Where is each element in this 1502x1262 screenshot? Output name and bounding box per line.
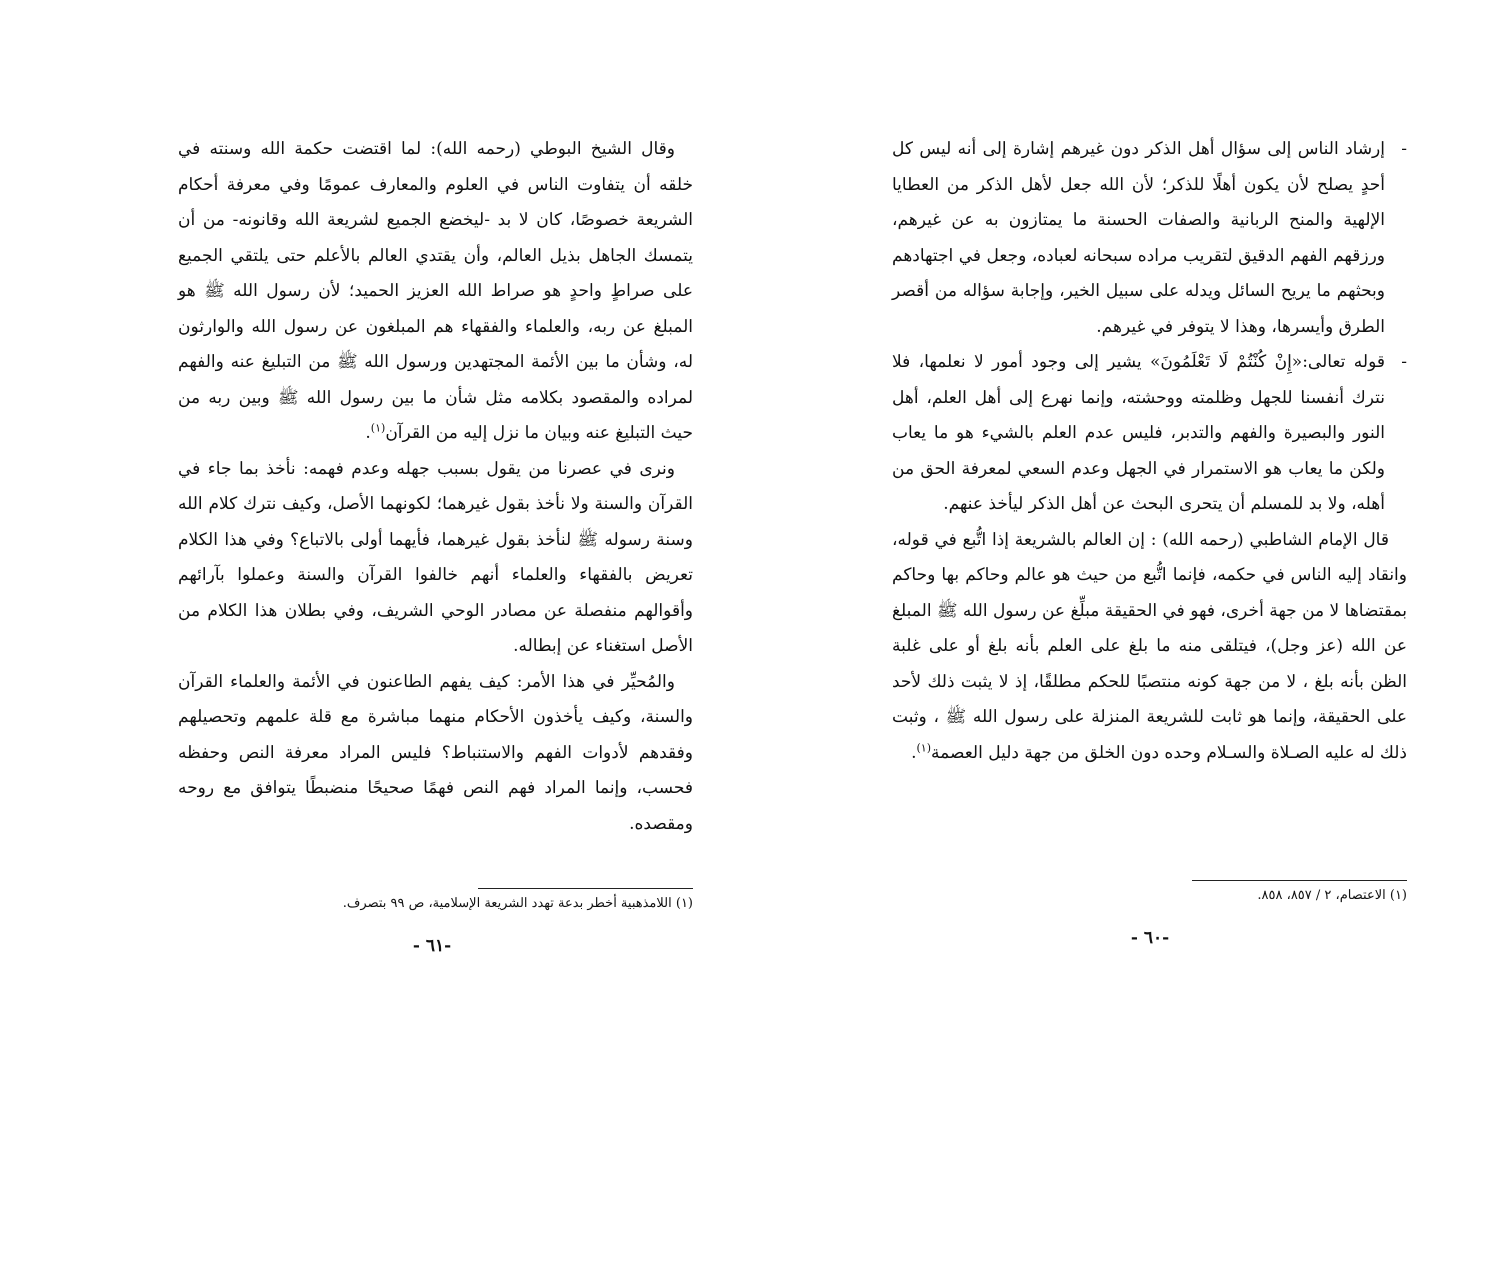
left-paragraph-1-text: وقال الشيخ البوطي (رحمه الله): لما اقتضت حكمة الله وسنته في خلقه أن يتفاوت الناس في العلوم والمعارف عمومًا وفي معرفة أحكام الشريعة خصوصًا، كان لا بد -ليخضع الجميع لشريعة الله وقانونه- من أن يتمسك الجاهل بذيل العالم، وأن يقتدي العالم بالأعلم حتى يلتقي الجميع على صراطٍ واحدٍ هو صراط الله العزيز الحميد؛ لأن رسول الله ﷺ هو المبلغ عن ربه، والعلماء والفقهاء هم المبلغون عن رسول الله والوارثون له، وشأن ما بين الأئمة المجتهدين ورسول الله ﷺ من التبليغ عنه والفهم لمراده والمقصود بكلامه مثل شأن ما بين رسول الله ﷺ وبين ربه من حيث التبليغ عنه وبيان ما نزل إليه من القرآن	[178, 139, 693, 443]
right-footnotes	[892, 880, 1407, 907]
right-page-number: -٦٠ -	[1130, 928, 1170, 948]
right-footnote-rule	[1192, 880, 1407, 881]
left-page-body	[178, 132, 693, 842]
left-page-number: -٦١ -	[412, 936, 452, 956]
right-bullet-2	[892, 345, 1407, 523]
left-footnote-rule	[478, 888, 693, 889]
bullet-dash: -	[1401, 352, 1407, 372]
left-paragraph-3: والمُحيِّر في هذا الأمر: كيف يفهم الطاعنون في الأئمة والعلماء القرآن والسنة، وكيف يأخذون الأحكام منهما مباشرة مع قلة علمهم وتحصيلهم وفقدهم لأدوات الفهم والاستنباط؟ فليس المراد معرفة النص وحفظه فحسب، وإنما المراد فهم النص فهمًا صحيحًا منضبطًا يتوافق مع روحه ومقصده.	[178, 671, 693, 834]
right-footnote: (١) الاعتصام، ٢ / ٨٥٧، ٨٥٨.	[1257, 888, 1407, 903]
right-page-body	[892, 132, 1407, 771]
right-paragraph: قال الإمام الشاطبي (رحمه الله) : إن العالم بالشريعة إذا اتُّبع في قوله، وانقاد إليه الناس في حكمه، فإنما اتُّبع من حيث هو عالم وحاكم بها وحاكم بمقتضاها لا من جهة أخرى، فهو في الحقيقة مبلِّغ عن رسول الله ﷺ المبلغ عن الله (عز وجل)، فيتلقى منه ما بلغ على العلم بأنه بلغ أو على غلبة الظن بأنه بلغ ، لا من جهة كونه منتصبًا للحكم مطلقًا، إذ لا يثبت ذلك لأحد على الحقيقة، وإنما هو ثابت للشريعة المنزلة على رسول الله ﷺ ، وثبت ذلك له عليه الصـلاة والسـلام وحده دون الخلق من جهة دليل العصمة$^{(١)}$.	[892, 529, 1407, 763]
left-paragraph-1: وقال الشيخ البوطي (رحمه الله): لما اقتضت حكمة الله وسنته في خلقه أن يتفاوت الناس في العلوم والمعارف عمومًا وفي معرفة أحكام الشريعة خصوصًا، كان لا بد -ليخضع الجميع لشريعة الله وقانونه- من أن يتمسك الجاهل بذيل العالم، وأن يقتدي العالم بالأعلم حتى يلتقي الجميع على صراطٍ واحدٍ هو صراط الله العزيز الحميد؛ لأن رسول الله ﷺ هو المبلغ عن ربه، والعلماء والفقهاء هم المبلغون عن رسول الله والوارثون له، وشأن ما بين الأئمة المجتهدين ورسول الله ﷺ من التبليغ عنه والفهم لمراده والمقصود بكلامه مثل شأن ما بين رسول الله ﷺ وبين ربه من حيث التبليغ عنه وبيان ما نزل إليه من القرآن$^{(١)}$.	[178, 139, 693, 443]
right-footnote-ref: (١)	[916, 740, 932, 754]
right-bullet-2-text: قوله تعالى:«إِنْ كُنْتُمْ لَا تَعْلَمُونَ» يشير إلى وجود أمور لا نعلمها، فلا نترك أنفسنا للجهل وظلمته ووحشته، وإنما نهرع إلى أهل العلم، أهل النور والبصيرة والفهم والتدبر، فليس عدم العلم بالشيء هو ما يعاب ولكن ما يعاب هو الاستمرار في الجهل وعدم السعي لمعرفة الحق من أهله، ولا بد للمسلم أن يتحرى البحث عن أهل الذكر ليأخذ عنهم.	[892, 352, 1385, 514]
bullet-dash: -	[1401, 139, 1407, 159]
right-bullet-1	[892, 132, 1407, 345]
left-footnote: (١) اللامذهبية أخطر بدعة تهدد الشريعة الإسلامية، ص ٩٩ بتصرف.	[342, 896, 693, 911]
right-paragraph-text: قال الإمام الشاطبي (رحمه الله) : إن العالم بالشريعة إذا اتُّبع في قوله، وانقاد إليه الناس في حكمه، فإنما اتُّبع من حيث هو عالم وحاكم بها وحاكم بمقتضاها لا من جهة أخرى، فهو في الحقيقة مبلِّغ عن رسول الله ﷺ المبلغ عن الله (عز وجل)، فيتلقى منه ما بلغ على العلم بأنه بلغ أو على غلبة الظن بأنه بلغ ، لا من جهة كونه منتصبًا للحكم مطلقًا، إذ لا يثبت ذلك لأحد على الحقيقة، وإنما هو ثابت للشريعة المنزلة على رسول الله ﷺ ، وثبت ذلك له عليه الصـلاة والسـلام وحده دون الخلق من جهة دليل العصمة	[892, 529, 1407, 763]
left-footnotes	[178, 888, 693, 915]
right-bullet-1-text: إرشاد الناس إلى سؤال أهل الذكر دون غيرهم إشارة إلى أنه ليس كل أحدٍ يصلح لأن يكون أهلًا للذكر؛ لأن الله جعل لأهل الذكر من العطايا الإلهية والمنح الربانية والصفات الحسنة ما يمتازون به عن غيرهم، ورزقهم الفهم الدقيق لتقريب مراده سبحانه لعباده، وجعل في اجتهادهم وبحثهم ما يريح السائل ويدله على سبيل الخير، وإجابة سؤاله من أقصر الطرق وأيسرها، وهذا لا يتوفر في غيرهم.	[892, 139, 1385, 337]
left-footnote-ref: (١)	[370, 421, 386, 435]
left-paragraph-2: ونرى في عصرنا من يقول بسبب جهله وعدم فهمه: نأخذ بما جاء في القرآن والسنة ولا نأخذ بقول غيرهما؛ لكونهما الأصل، وكيف نترك كلام الله وسنة رسوله ﷺ لنأخذ بقول غيرهما، فأيهما أولى بالاتباع؟ وفي هذا الكلام تعريض بالفقهاء والعلماء أنهم خالفوا القرآن والسنة وعملوا بآرائهم وأقوالهم منفصلة عن مصادر الوحي الشريف، وفي بطلان هذا الكلام من الأصل استغناء عن إبطاله.	[178, 458, 693, 656]
